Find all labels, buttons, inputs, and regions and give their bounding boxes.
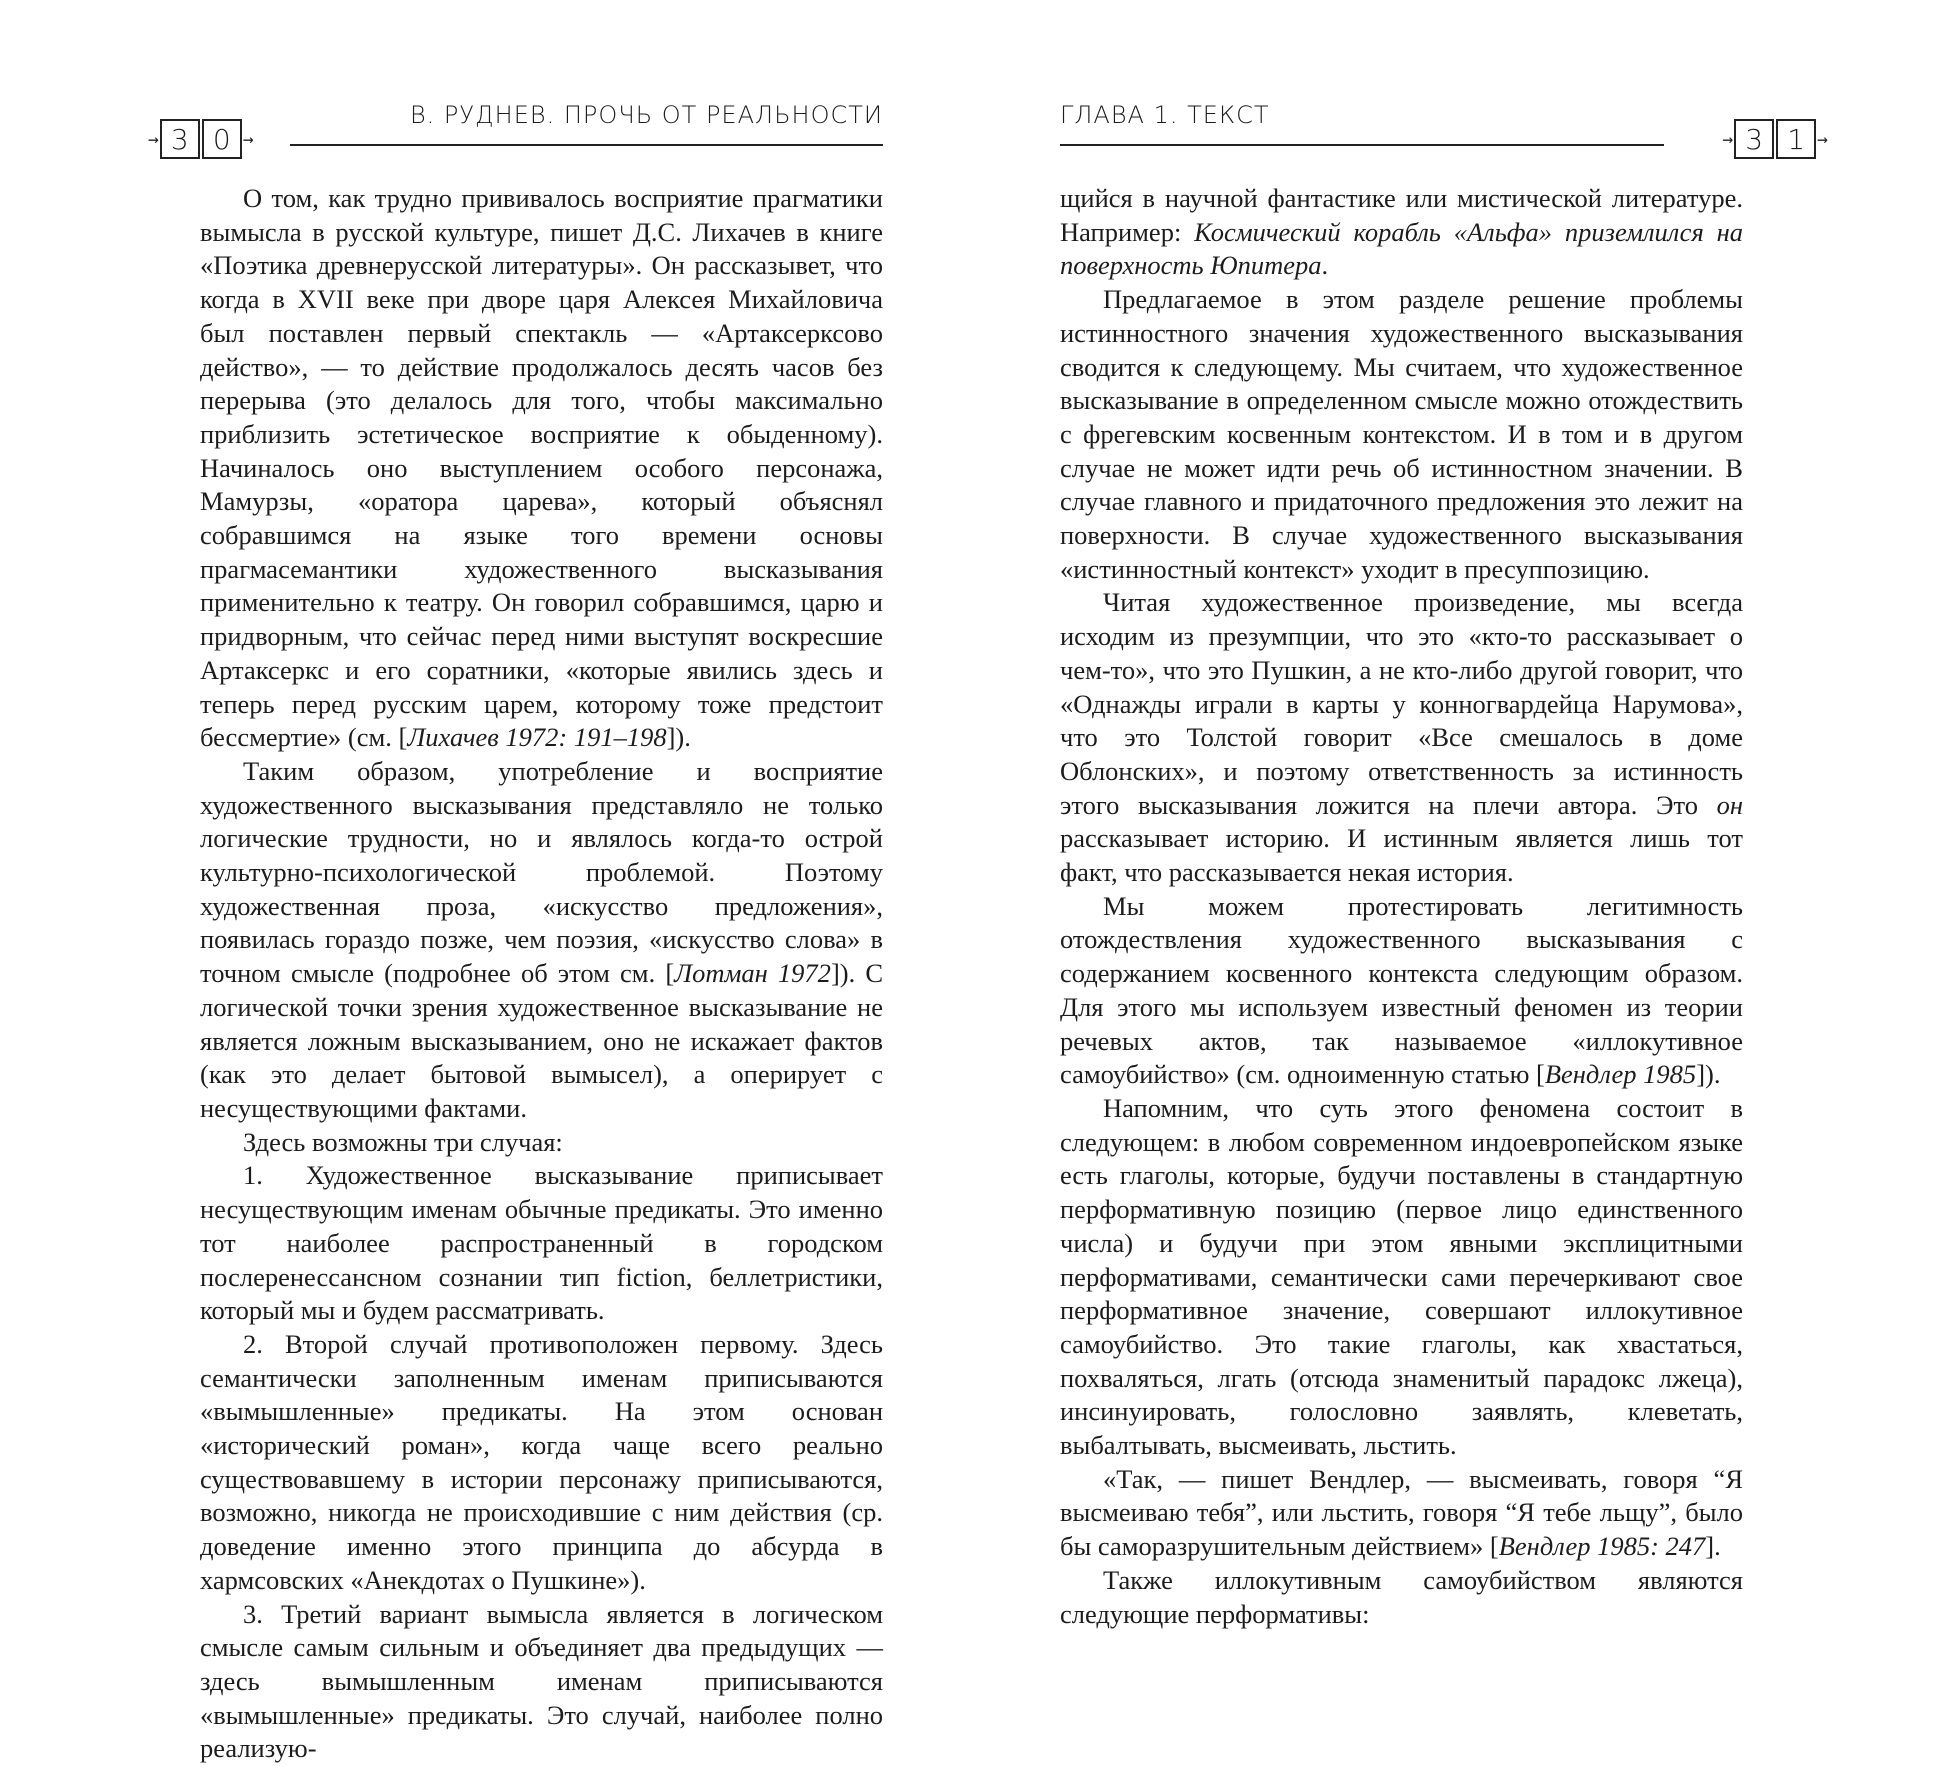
text-run: 1. Художественное высказывание приписывает несуществующим именам обычные предикаты. Это именно тот наиболее распространенный в городском послеренессансном сознании тип fiction, беллетристики, который мы и будем рассматривать. [200,1160,883,1326]
page-number-digit: 1 [1776,119,1816,159]
paragraph [200,1159,883,1328]
paragraph [1060,1463,1743,1564]
page-number-digit: 3 [160,119,200,159]
page-number-digit: 3 [1734,119,1774,159]
text-run: ]). [666,722,691,753]
italic-text: Лотман 1972 [674,958,831,989]
text-run: . [1321,250,1329,281]
paragraph [1060,890,1743,1092]
text-run: Также иллокутивным самоубийством являются следующие перформативы: [1060,1564,1743,1629]
italic-text: Лихачев 1972: 191–198 [407,722,667,753]
text-run: Читая художественное произведение, мы всегда исходим из презумпции, что это «кто-то рассказывает о чем-то», что это Пушкин, а не кто-либо другой говорит, что «Однажды играли в карты у конногвардейца Нарумова», что это Толстой говорит «Все смешалось в доме Облонских», и поэтому ответственность за истинность этого высказывания ложится на плечи автора. Это [1060,587,1743,820]
paragraph [1060,586,1743,889]
paragraph [200,1126,883,1160]
text-run: О том, как трудно прививалось восприятие прагматики вымысла в русской культуре, пишет Д.С. Лихачев в книге «Поэтика древнерусской литературы». Он рассказывет, что когда в XVII веке при дворе царя Алексея Михайловича был поставлен первый спектакль — «Артаксерксово действо», — то действие продолжалось десять часов без перерыва (это делалось для того, чтобы максимально приблизить эстетическое восприятие к обыденному). Начиналось оно выступлением особого персонажа, Мамурзы, «оратора царева», который объяснял собравшимся на языке того времени основы прагмасемантики художественного высказывания применительно к театру. Он говорил собравшимся, царю и придворным, что сейчас перед ними выступят воскресшие Артаксеркс и его соратники, «которые явились здесь и теперь перед русским царем, которому тоже предстоит бессмертие» (см. [ [200,183,883,753]
italic-text: он [1716,789,1743,820]
text-run: Предлагаемое в этом разделе решение проблемы истинностного значения художественного высказывания сводится к следующему. Мы считаем, что художественное высказывание в определенном смысле можно отождествить с фрегевским косвенным контекстом. И в том и в другом случае не может идти речь об истинностном значении. В случае главного и придаточного предложения это лежит на поверхности. В случае художественного высказывания «истинностный контекст» уходит в пресуппозицию. [1060,284,1743,584]
paragraph [1060,1092,1743,1463]
body-text [1060,182,1743,1631]
paragraph [200,182,883,755]
header-rule [1060,144,1664,146]
running-head: ГЛАВА 1. ТЕКСТ [1060,101,1270,129]
header-rule [290,144,883,146]
text-run: щийся в научной фантастике или мистической литературе. Например: [1060,183,1743,247]
page-number-digit: 0 [202,119,242,159]
right-page [978,0,1956,1629]
arrow-icon: → [1817,128,1828,150]
italic-text: Вендлер 1985 [1544,1059,1697,1090]
text-run: Мы можем протестировать легитимность отождествления художественного высказывания с содержанием косвенного контекста следующим образом. Для этого мы используем известный феномен из теории речевых актов, так называемое «иллокутивное самоубийство» (см. одноименную статью [ [1060,890,1743,1090]
italic-text: Вендлер 1985: 247 [1498,1531,1706,1562]
body-text [200,182,883,1766]
paragraph [1060,283,1743,586]
text-run: рассказывает историю. И истинным является лишь тот факт, что рассказывается некая история. [1060,823,1743,888]
text-run: ]. [1705,1531,1721,1562]
paragraph [1060,182,1743,283]
arrow-icon: → [148,128,159,150]
text-run: 2. Второй случай противоположен первому. Здесь семантически заполненным именам приписываются «вымышленные» предикаты. На этом основан «исторический роман», когда чаще всего реально существовавшему в истории персонажу приписываются, возможно, никогда не происходившие с ним действия (ср. доведение именно этого принципа до абсурда в хармсовских «Анекдотах о Пушкине»). [200,1328,883,1595]
paragraph [200,755,883,1126]
italic-text: Космический корабль «Альфа» приземлился на поверхность Юпитера [1060,216,1743,281]
text-run: «Так, — пишет Вендлер, — высмеивать, говоря “Я высмеиваю тебя”, или льстить, говоря “Я тебе льщу”, было бы саморазрушительным действием» [ [1060,1463,1743,1562]
text-run: Напомним, что суть этого феномена состоит в следующем: в любом современном индоевропейском языке есть глаголы, которые, будучи поставлены в стандартную перформативную позицию (первое лицо единственного числа) и будучи при этом явными эксплицитными перформативами, семантически сами перечеркивают свое перформативное значение, совершают иллокутивное самоубийство. Это такие глаголы, как хвастаться, похваляться, лгать (отсюда знаменитый парадокс лжеца), инсинуировать, голословно заявлять, клеветать, выбалтывать, высмеивать, льстить. [1060,1092,1743,1461]
page-number [1722,118,1828,160]
text-run: ]). [1696,1059,1721,1090]
text-run: ]). С логической точки зрения художественное высказывание не является ложным высказыванием, оно не искажает фактов (как это делает бытовой вымысел), а оперирует с несуществующими фактами. [200,958,884,1123]
text-run: Здесь возможны три случая: [243,1126,563,1157]
paragraph [200,1328,883,1598]
running-head: В. РУДНЕВ. ПРОЧЬ ОТ РЕАЛЬНОСТИ [409,101,883,129]
text-run: 3. Третий вариант вымысла является в логическом смысле самым сильным и объединяет два предыдущих — здесь вымышленным именам приписываются «вымышленные» предикаты. Это случай, наиболее полно реализую- [200,1598,883,1764]
paragraph [1060,1564,1743,1631]
arrow-icon: → [1722,128,1734,150]
paragraph [200,1598,883,1766]
arrow-icon: → [242,128,254,150]
text-run: Таким образом, употребление и восприятие художественного высказывания представляло не только логические трудности, но и являлось когда-то острой культурно-психологической проблемой. Поэтому художественная проза, «искусство предложения», появилась гораздо позже, чем поэзия, «искусство слова» в точном смысле (подробнее об этом см. [ [200,755,883,989]
page-number [148,118,254,160]
left-page [0,0,978,1764]
